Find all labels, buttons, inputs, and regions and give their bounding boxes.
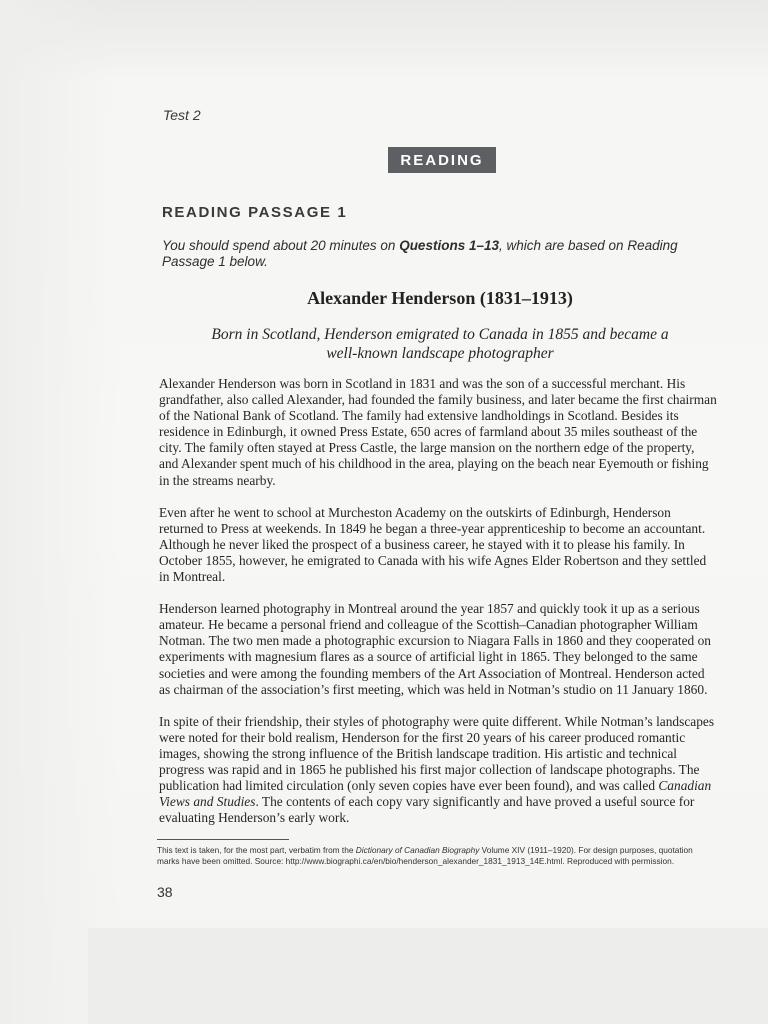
article-subtitle-line-1: Born in Scotland, Henderson emigrated to Canada in 1855 and became a bbox=[211, 326, 669, 343]
body-paragraph-4-text-end: . The contents of each copy vary significantly and have proved a useful source for evaluating Henderson’s early work. bbox=[159, 794, 695, 826]
article-title: Alexander Henderson (1831–1913) bbox=[307, 288, 573, 308]
running-head: Test 2 bbox=[163, 107, 201, 123]
article-subtitle-line-2: well-known landscape photographer bbox=[326, 345, 554, 362]
instructions bbox=[162, 238, 722, 270]
instructions-text: You should spend about 20 minutes on bbox=[162, 238, 400, 253]
article-body bbox=[159, 376, 717, 826]
passage-label: READING PASSAGE 1 bbox=[162, 204, 348, 221]
section-tab-reading: READING bbox=[388, 147, 496, 173]
page-number: 38 bbox=[157, 884, 173, 900]
source-footnote bbox=[157, 845, 717, 866]
article-subtitle bbox=[160, 325, 720, 363]
publication-title: Canadian Views and Studies bbox=[159, 778, 712, 810]
body-paragraph-4 bbox=[159, 714, 717, 827]
footnote-source-title: Dictionary of Canadian Biography bbox=[355, 845, 480, 855]
footnote-text: This text is taken, for the most part, verbatim from the bbox=[157, 845, 356, 855]
body-paragraph-4-text: In spite of their friendship, their styles of photography were quite different. While Notman’s landscapes were noted for their bold realism, Henderson for the first 20 years of his career produced romantic images, showing the strong influence of the British landscape tradition. His artistic and technical progress was rapid and in 1865 he published his first major collection of landscape photographs. The publication had limited circulation (only seven copies have ever been found), and was called bbox=[159, 713, 715, 794]
instructions-questions: Questions 1–13 bbox=[399, 238, 499, 253]
instructions-text-end: , which are based on Reading Passage 1 below. bbox=[162, 238, 678, 269]
body-paragraph-2: Even after he went to school at Murcheston Academy on the outskirts of Edinburgh, Henderson returned to Press at weekends. In 1849 he began a three-year apprenticeship to become an accountant. Although he never liked the prospect of a business career, he stayed with it to please his family. In October 1855, however, he emigrated to Canada with his wife Agnes Elder Robertson and they settled in Montreal. bbox=[159, 504, 707, 585]
body-paragraph-1: Alexander Henderson was born in Scotland in 1831 and was the son of a successful merchant. His grandfather, also called Alexander, had founded the family business, and later became the first chairman of the National Bank of Scotland. The family had extensive landholdings in Scotland. Besides its residence in Edinburgh, it owned Press Estate, 650 acres of farmland about 35 miles southeast of the city. The family often stayed at Press Castle, the large mansion on the northern edge of the property, and Alexander spent much of his childhood in the area, playing on the beach near Eyemouth or fishing in the streams nearby. bbox=[159, 376, 717, 488]
body-paragraph-3: Henderson learned photography in Montreal around the year 1857 and quickly took it up as a serious amateur. He became a personal friend and colleague of the Scottish–Canadian photographer William Notman. The two men made a photographic excursion to Niagara Falls in 1860 and they cooperated on experiments with magnesium flares as a source of artificial light in 1865. They belonged to the same societies and were among the founding members of the Art Association of Montreal. Henderson acted as chairman of the association’s first meeting, which was held in Notman’s studio on 11 January 1860. bbox=[159, 601, 711, 697]
footnote-text-end: Volume XIV (1911–1920). For design purposes, quotation marks have been omitted. Source: http://www.biographi.ca/en/bio/henderson_alexander_1831_1913_14E.html. Reproduced with permission. bbox=[157, 845, 693, 866]
footnote-divider bbox=[157, 839, 289, 840]
